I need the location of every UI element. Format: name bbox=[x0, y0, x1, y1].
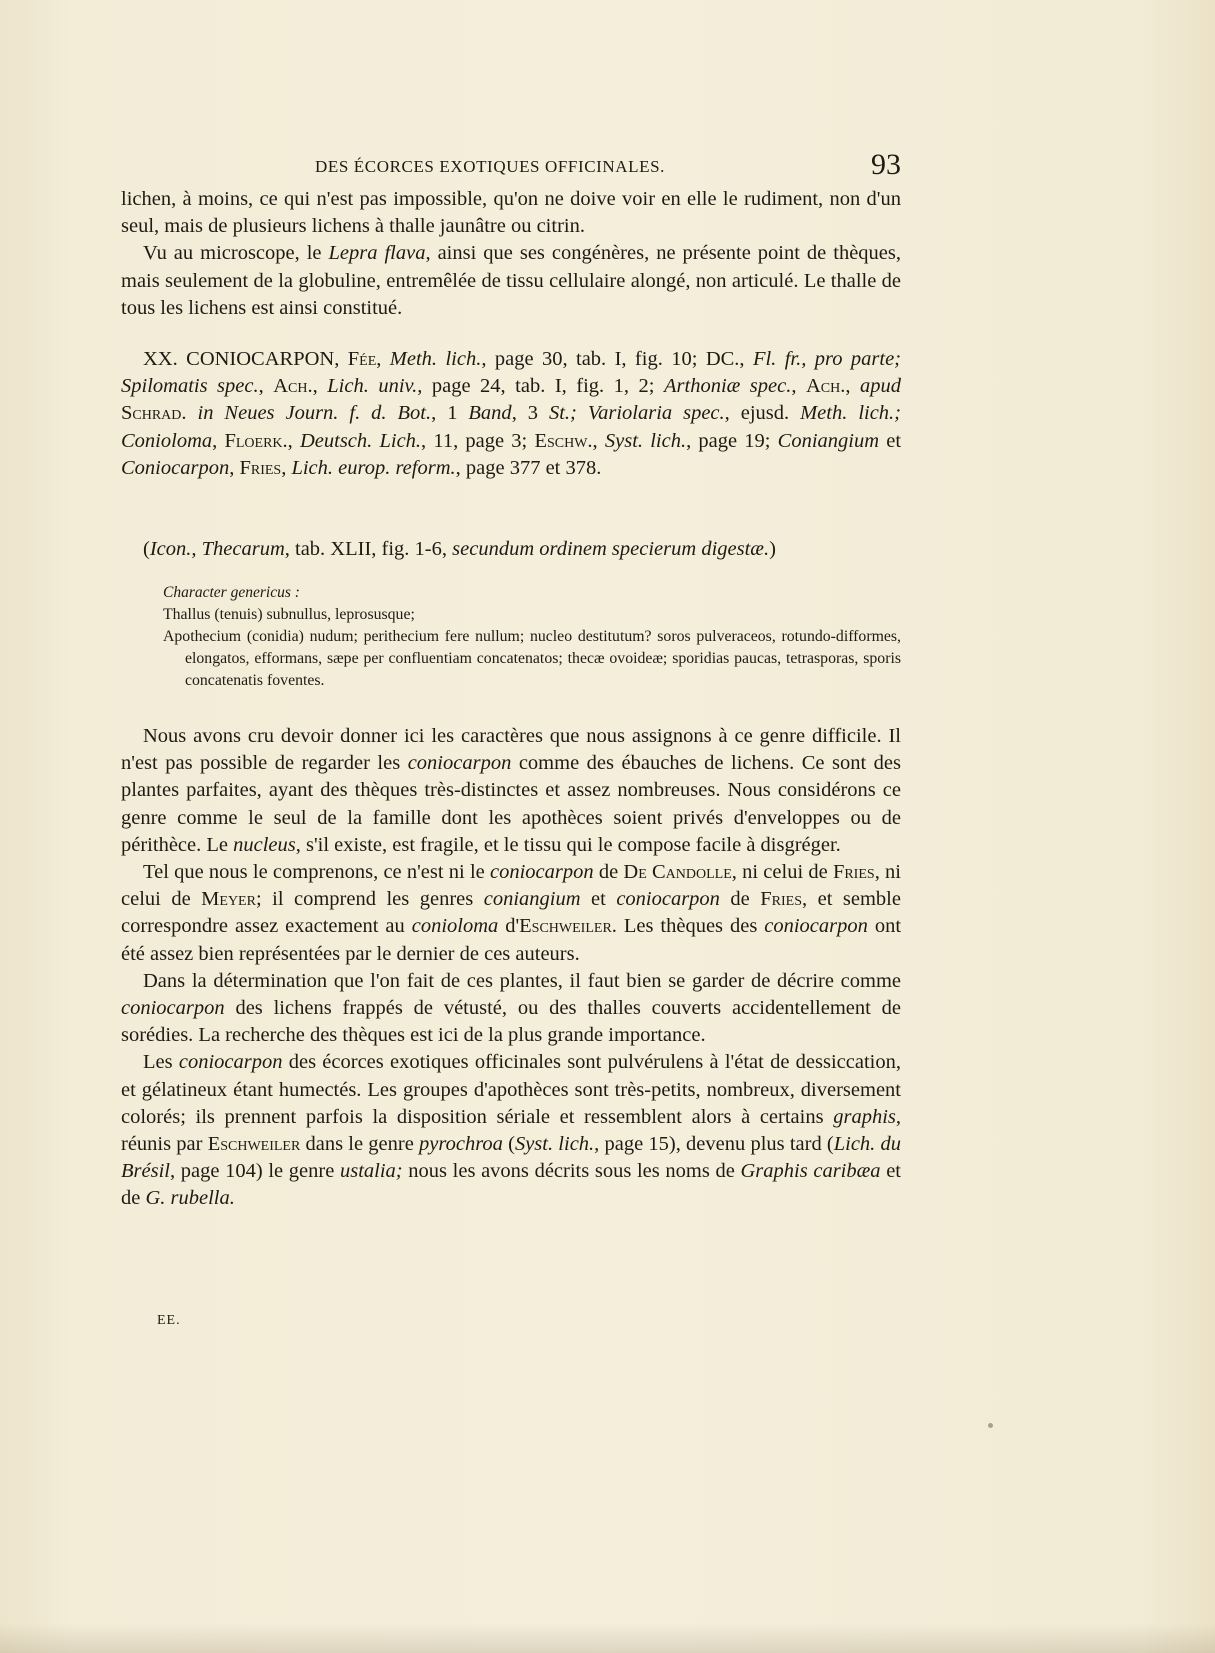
paragraph: Nous avons cru devoir donner ici les caractères que nous assignons à ce genre difficile. Il n'est pas possible de regarder les coniocarpon comme des ébauches de lichens. Ce sont des plantes parfaites, ayant des thèques très-distinctes et assez nombreuses. Nous considérons ce genre comme le seul de la famille dont les apothèces soient privés d'enveloppes ou de périthèce. Le nucleus, s'il existe, est fragile, et le tissu qui le compose facile à disgréger. bbox=[121, 725, 902, 856]
character-line: Thallus (tenuis) subnullus, leprosusque; bbox=[163, 606, 415, 623]
character-title: Character genericus : bbox=[163, 584, 300, 601]
character-genericus bbox=[163, 582, 901, 692]
paragraph: XX. CONIOCARPON, Fée, Meth. lich., page 30, tab. I, fig. 10; DC., Fl. fr., pro parte; Spilomatis spec., Ach., Lich. univ., page 24, tab. I, fig. 1, 2; Arthoniæ spec., Ach., apud Schrad. in Neues Journ. f. d. Bot., 1 Band, 3 St.; Variolaria spec., ejusd. Meth. lich.; Conioloma, Floerk., Deutsch. Lich., 11, page 3; Eschw., Syst. lich., page 19; Coniangium et Coniocarpon, Fries, Lich. europ. reform., page 377 et 378. bbox=[121, 348, 902, 479]
paragraph: Les coniocarpon des écorces exotiques officinales sont pulvérulens à l'état de dessiccation, et gélatineux étant humectés. Les groupes d'apothèces sont très-petits, nombreux, diversement colorés; ils prennent parfois la disposition sériale et ressemblent alors à certains graphis, réunis par Eschweiler dans le genre pyrochroa (Syst. lich., page 15), devenu plus tard (Lich. du Brésil, page 104) le genre ustalia; nous les avons décrits sous les noms de Graphis caribæa et de G. rubella. bbox=[121, 1051, 902, 1210]
page-edge-shadow bbox=[0, 1623, 1215, 1653]
paragraph: lichen, à moins, ce qui n'est pas impossible, qu'on ne doive voir en elle le rudiment, non d'un seul, mais de plusieurs lichens à thalle jaunâtre ou citrin. bbox=[121, 188, 901, 238]
intro-paragraphs bbox=[121, 186, 901, 322]
icon-reference bbox=[121, 536, 901, 563]
genus-citation bbox=[121, 346, 901, 482]
character-line: Apothecium (conidia) nudum; perithecium fere nullum; nucleo destitutum? soros pulveraceos, rotundo-difformes, elongatos, efformans, sæpe per confluentiam concatenatos; thecæ ovoideæ; sporidias paucas, tetrasporas, sporis concatenatis foventes. bbox=[163, 628, 901, 689]
page-number: 93 bbox=[871, 148, 901, 181]
paragraph: Tel que nous le comprenons, ce n'est ni le coniocarpon de De Candolle, ni celui de Fries, ni celui de Meyer; il comprend les genres coniangium et coniocarpon de Fries, et semble correspondre assez exactement au conioloma d'Eschweiler. Les thèques des coniocarpon ont été assez bien représentées par le dernier de ces auteurs. bbox=[121, 861, 902, 965]
paragraph: Dans la détermination que l'on fait de ces plantes, il faut bien se garder de décrire comme coniocarpon des lichens frappés de vétusté, ou des thalles couverts accidentellement de sorédies. La recherche des thèques est ici de la plus grande importance. bbox=[121, 969, 901, 1047]
paragraph: Vu au microscope, le Lepra flava, ainsi que ses congénères, ne présente point de thèques, mais seulement de la globuline, entremêlée de tissu cellulaire alongé, non articulé. Le thalle de tous les lichens est ainsi constitué. bbox=[121, 242, 902, 319]
running-head: DES ÉCORCES EXOTIQUES OFFICINALES. bbox=[315, 157, 666, 176]
paragraph: (Icon., Thecarum, tab. XLII, fig. 1-6, secundum ordinem specierum digestæ.) bbox=[143, 538, 776, 560]
page-header bbox=[121, 150, 901, 186]
paper-speck bbox=[988, 1423, 993, 1428]
discussion-paragraphs bbox=[121, 723, 901, 1213]
signature-mark: EE. bbox=[157, 1313, 181, 1328]
